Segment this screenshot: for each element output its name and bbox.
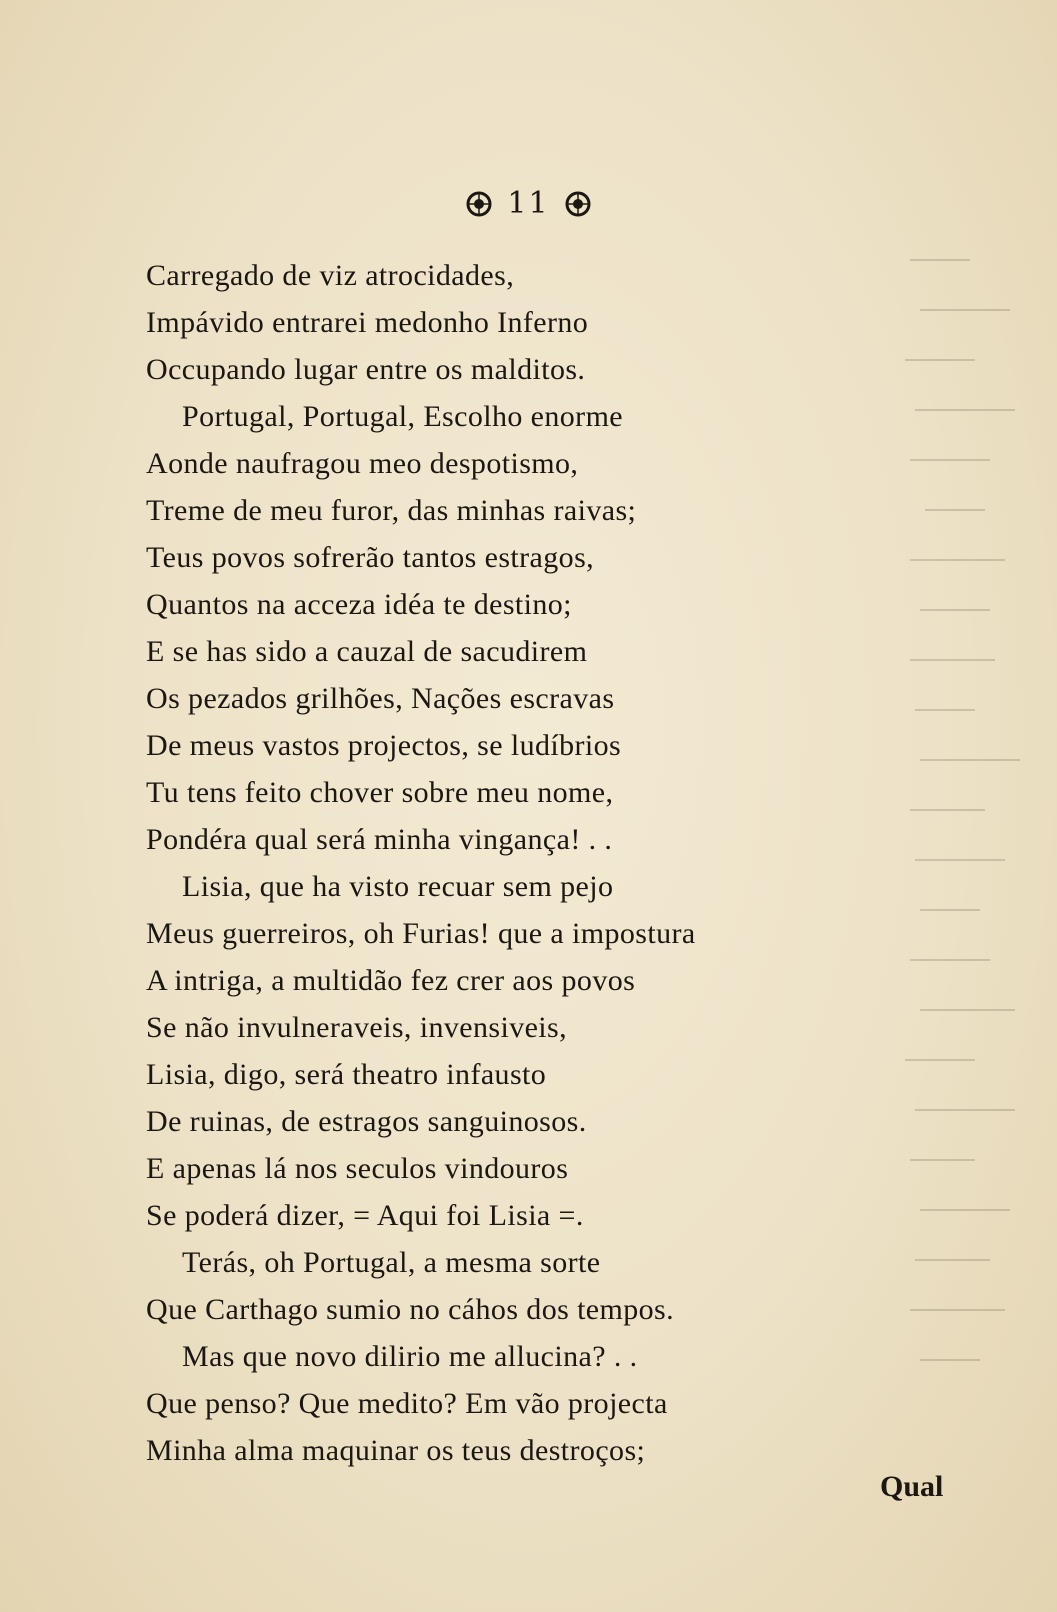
fleuron-icon [564,190,592,218]
verse-line: E se has sido a cauzal de sacudirem [146,635,588,668]
verse-line: De ruinas, de estragos sanguinosos. [146,1105,587,1138]
verse-line: Que penso? Que medito? Em vão projecta [146,1387,668,1420]
verse-line: Quantos na acceza idéa te destino; [146,588,572,621]
verse-line: De meus vastos projectos, se ludíbrios [146,729,622,762]
verse-line: Pondéra qual será minha vingança! . . [146,823,613,856]
verse-line: Os pezados grilhões, Nações escravas [146,682,615,715]
verse-line: Que Carthago sumio no cáhos dos tempos. [146,1293,675,1326]
verse-line: E apenas lá nos seculos vindouros [146,1152,569,1185]
verse-line: Mas que novo dilirio me allucina? . . [182,1340,638,1373]
verse-line: Se poderá dizer, = Aqui foi Lisia =. [146,1199,584,1232]
show-through-texture [890,240,1050,1540]
page-header [0,186,1057,221]
fleuron-icon [465,190,493,218]
verse-line: Treme de meu furor, das minhas raivas; [146,494,637,527]
verse-line: Aonde naufragou meo despotismo, [146,447,579,480]
verse-line: Lisia, que ha visto recuar sem pejo [182,870,614,903]
verse-line: A intriga, a multidão fez crer aos povos [146,964,636,997]
verse-line: Teus povos sofrerão tantos estragos, [146,541,595,574]
verse-line: Terás, oh Portugal, a mesma sorte [182,1246,601,1279]
verse-line: Meus guerreiros, oh Furias! que a impostura [146,917,696,950]
verse-line: Portugal, Portugal, Escolho enorme [182,400,624,433]
verse-line: Impávido entrarei medonho Inferno [146,306,589,339]
verse-line: Lisia, digo, será theatro infausto [146,1058,547,1091]
page-number: 11 [507,186,550,221]
verse-line: Tu tens feito chover sobre meu nome, [146,776,614,809]
verse-line: Minha alma maquinar os teus destroços; [146,1434,646,1467]
verse-line: Carregado de viz atrocidades, [146,259,515,292]
poem-verses [146,252,886,1474]
catchword: Qual [880,1470,944,1503]
verse-line: Occupando lugar entre os malditos. [146,353,586,386]
verse-line: Se não invulneraveis, invensiveis, [146,1011,568,1044]
